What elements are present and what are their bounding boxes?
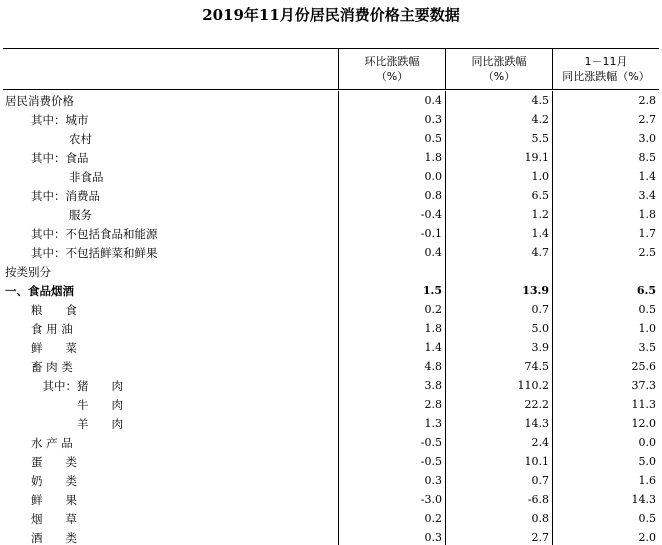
row-value-ytd: 0.5 xyxy=(552,300,659,319)
table-row xyxy=(3,452,659,471)
row-value-ytd: 2.7 xyxy=(552,110,659,129)
row-label: 酒 类 xyxy=(31,530,77,545)
row-value-yoy: 22.2 xyxy=(445,395,552,414)
table-row xyxy=(3,262,659,281)
row-value-yoy xyxy=(445,262,552,281)
row-value-yoy: 3.9 xyxy=(445,338,552,357)
row-value-ytd xyxy=(552,262,659,281)
row-value-ytd: 25.6 xyxy=(552,357,659,376)
row-value-ytd: 14.3 xyxy=(552,490,659,509)
table-row xyxy=(3,376,659,395)
row-value-ytd: 1.4 xyxy=(552,167,659,186)
row-value-mom: 0.0 xyxy=(338,167,445,186)
row-label: 按类别分 xyxy=(5,264,51,279)
row-value-ytd: 3.5 xyxy=(552,338,659,357)
row-value-yoy: 1.2 xyxy=(445,205,552,224)
row-value-ytd: 1.6 xyxy=(552,471,659,490)
row-value-yoy: 2.7 xyxy=(445,528,552,545)
row-value-ytd: 1.8 xyxy=(552,205,659,224)
header-label-cell xyxy=(3,49,338,89)
row-value-ytd: 2.5 xyxy=(552,243,659,262)
row-value-mom: -0.5 xyxy=(338,433,445,452)
row-value-mom: 0.2 xyxy=(338,509,445,528)
row-value-mom: 1.4 xyxy=(338,338,445,357)
row-value-mom: 0.5 xyxy=(338,129,445,148)
table-row xyxy=(3,528,659,545)
table-row xyxy=(3,148,659,167)
row-value-mom: -0.4 xyxy=(338,205,445,224)
row-value-ytd: 2.0 xyxy=(552,528,659,545)
table-row xyxy=(3,224,659,243)
header-ytd xyxy=(552,49,659,89)
row-label: 蛋 类 xyxy=(31,454,77,469)
row-value-ytd: 0.5 xyxy=(552,509,659,528)
row-value-mom: 4.8 xyxy=(338,357,445,376)
row-value-mom: -0.5 xyxy=(338,452,445,471)
row-value-yoy: 4.5 xyxy=(445,91,552,110)
table-row xyxy=(3,129,659,148)
row-value-ytd: 1.0 xyxy=(552,319,659,338)
row-value-ytd: 0.0 xyxy=(552,433,659,452)
row-value-mom: 0.2 xyxy=(338,300,445,319)
row-value-ytd: 1.7 xyxy=(552,224,659,243)
table-body xyxy=(3,90,659,545)
row-value-yoy: 0.7 xyxy=(445,471,552,490)
row-value-ytd: 12.0 xyxy=(552,414,659,433)
row-value-mom: 1.8 xyxy=(338,148,445,167)
row-label: 一、食品烟酒 xyxy=(5,283,74,298)
row-value-ytd: 6.5 xyxy=(552,281,659,300)
row-value-ytd: 3.0 xyxy=(552,129,659,148)
header-yoy-line1: 同比涨跌幅 xyxy=(471,55,527,68)
page-title: 2019年11月份居民消费价格主要数据 xyxy=(202,6,460,24)
row-value-mom: 2.8 xyxy=(338,395,445,414)
header-yoy-line2: （%） xyxy=(482,70,516,83)
row-value-yoy: 74.5 xyxy=(445,357,552,376)
row-value-mom: 1.5 xyxy=(338,281,445,300)
table-row xyxy=(3,509,659,528)
row-value-ytd: 5.0 xyxy=(552,452,659,471)
row-value-yoy: 0.7 xyxy=(445,300,552,319)
row-label: 牛 肉 xyxy=(31,397,123,412)
row-value-mom: 0.8 xyxy=(338,186,445,205)
row-label: 水 产 品 xyxy=(31,435,73,450)
row-label: 畜 肉 类 xyxy=(31,359,73,374)
row-value-yoy: 1.0 xyxy=(445,167,552,186)
row-label: 鲜 果 xyxy=(31,492,77,507)
row-value-yoy: 6.5 xyxy=(445,186,552,205)
row-label: 非食品 xyxy=(69,169,104,184)
cpi-table xyxy=(3,48,659,545)
row-value-ytd: 8.5 xyxy=(552,148,659,167)
table-row xyxy=(3,186,659,205)
row-value-mom: 3.8 xyxy=(338,376,445,395)
row-value-yoy: 4.7 xyxy=(445,243,552,262)
header-mom-line2: （%） xyxy=(375,70,409,83)
row-value-mom: 1.3 xyxy=(338,414,445,433)
row-label: 其中：不包括食品和能源 xyxy=(31,226,158,241)
header-yoy xyxy=(445,49,552,89)
header-ytd-line2: 同比涨跌幅（%） xyxy=(562,70,650,83)
row-label: 居民消费价格 xyxy=(5,93,74,108)
row-value-ytd: 11.3 xyxy=(552,395,659,414)
table-row xyxy=(3,433,659,452)
row-value-mom: 0.3 xyxy=(338,471,445,490)
table-row xyxy=(3,167,659,186)
row-label: 羊 肉 xyxy=(31,416,123,431)
table-row xyxy=(3,243,659,262)
table-row xyxy=(3,414,659,433)
row-label: 其中：不包括鲜菜和鲜果 xyxy=(31,245,158,260)
table-row xyxy=(3,300,659,319)
row-value-mom: 0.3 xyxy=(338,528,445,545)
row-value-yoy: 5.0 xyxy=(445,319,552,338)
row-value-yoy: 4.2 xyxy=(445,110,552,129)
table-row xyxy=(3,490,659,509)
row-label: 食 用 油 xyxy=(31,321,73,336)
row-value-yoy: 19.1 xyxy=(445,148,552,167)
row-value-ytd: 3.4 xyxy=(552,186,659,205)
table-row xyxy=(3,338,659,357)
row-label: 其中：城市 xyxy=(31,112,89,127)
table-row xyxy=(3,281,659,300)
table-row xyxy=(3,395,659,414)
row-value-mom: 0.3 xyxy=(338,110,445,129)
row-label: 服务 xyxy=(69,207,92,222)
row-label: 粮 食 xyxy=(31,302,77,317)
row-value-yoy: 13.9 xyxy=(445,281,552,300)
row-value-ytd: 2.8 xyxy=(552,91,659,110)
row-label: 农村 xyxy=(69,131,92,146)
table-row xyxy=(3,91,659,110)
header-ytd-line1: 1－11月 xyxy=(584,55,628,68)
header-mom xyxy=(338,49,445,89)
row-value-mom xyxy=(338,262,445,281)
row-value-mom: 1.8 xyxy=(338,319,445,338)
row-value-yoy: -6.8 xyxy=(445,490,552,509)
row-label: 烟 草 xyxy=(31,511,77,526)
row-value-yoy: 5.5 xyxy=(445,129,552,148)
row-label: 鲜 菜 xyxy=(31,340,77,355)
row-value-yoy: 1.4 xyxy=(445,224,552,243)
row-value-yoy: 2.4 xyxy=(445,433,552,452)
table-row xyxy=(3,471,659,490)
row-value-yoy: 110.2 xyxy=(445,376,552,395)
row-label: 其中：食品 xyxy=(31,150,89,165)
table-row xyxy=(3,110,659,129)
row-value-mom: 0.4 xyxy=(338,91,445,110)
row-value-yoy: 0.8 xyxy=(445,509,552,528)
table-row xyxy=(3,205,659,224)
row-label: 其中：消费品 xyxy=(31,188,100,203)
row-value-yoy: 14.3 xyxy=(445,414,552,433)
row-label: 奶 类 xyxy=(31,473,77,488)
row-value-mom: -0.1 xyxy=(338,224,445,243)
row-value-ytd: 37.3 xyxy=(552,376,659,395)
table-header xyxy=(3,49,659,90)
row-value-yoy: 10.1 xyxy=(445,452,552,471)
table-row xyxy=(3,319,659,338)
row-value-mom: 0.4 xyxy=(338,243,445,262)
header-mom-line1: 环比涨跌幅 xyxy=(364,55,420,68)
row-label: 其中：猪 肉 xyxy=(31,378,123,393)
table-row xyxy=(3,357,659,376)
row-value-mom: -3.0 xyxy=(338,490,445,509)
